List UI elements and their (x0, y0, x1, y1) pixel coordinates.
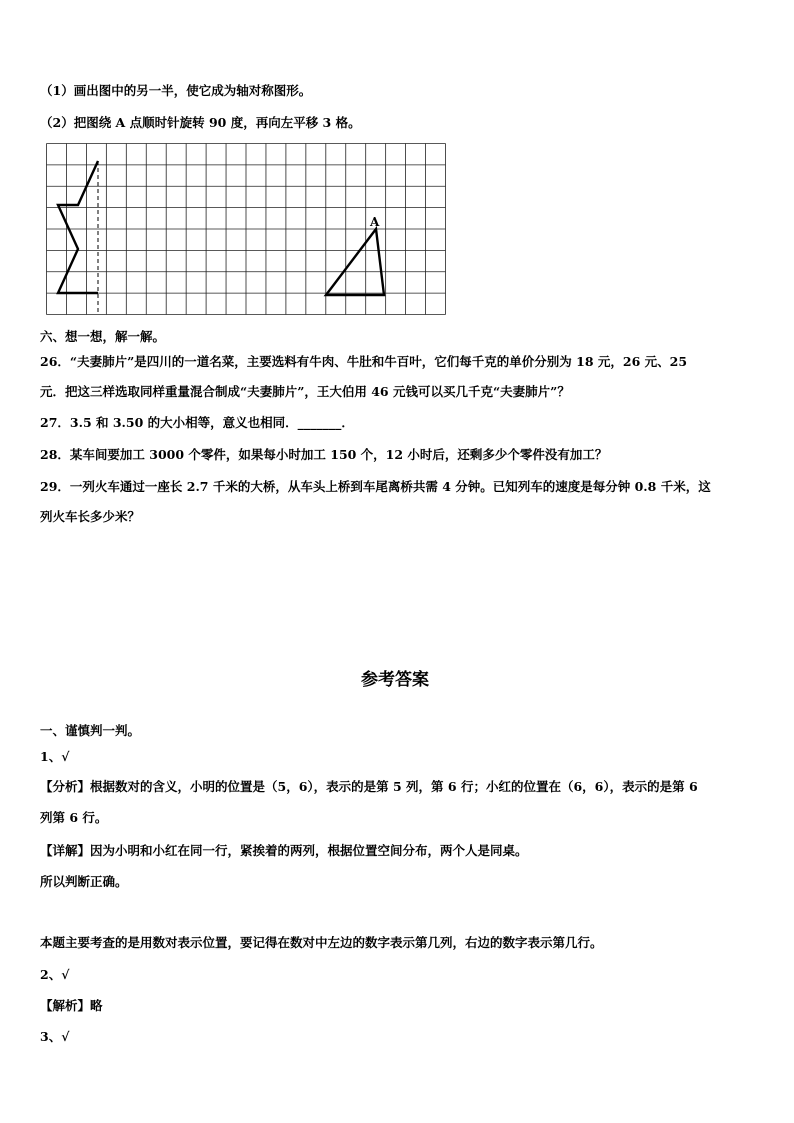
question-27: 27．3.5 和 3.50 的大小相等，意义也相同．_______． (40, 415, 354, 430)
answer-1-analysis-line-2: 列第 6 行。 (40, 810, 108, 825)
answer-1-analysis-line-1: 【分析】根据数对的含义，小明的位置是（5，6），表示的是第 5 列，第 6 行；小红的位置在（6，6），表示的是第 6 (40, 779, 698, 794)
question-29-line-2: 列火车长多少米？ (40, 509, 141, 524)
answer-2-explanation: 【解析】略 (40, 998, 103, 1013)
answers-title: 参考答案 (361, 670, 429, 690)
triangle-figure (326, 229, 384, 295)
answers-section-1: 一、谨慎判一判。 (40, 723, 141, 738)
instruction-2: （2）把图绕 A 点顺时针旋转 90 度，再向左平移 3 格。 (40, 115, 361, 130)
grid-figure (46, 143, 446, 315)
answer-1-detail: 【详解】因为小明和小红在同一行，紧挨着的两列，根据位置空间分布，两个人是同桌。 (40, 843, 528, 858)
half-figure (58, 161, 98, 293)
question-29-line-1: 29．一列火车通过一座长 2.7 千米的大桥，从车头上桥到车尾离桥共需 4 分钟。已知列车的速度是每分钟 0.8 千米，这 (40, 479, 711, 494)
question-28: 28．某车间要加工 3000 个零件，如果每小时加工 150 个，12 小时后，还剩多少个零件没有加工？ (40, 447, 608, 462)
answer-1: 1、√ (40, 749, 70, 764)
section-6-heading: 六、想一想，解一解。 (40, 329, 166, 344)
question-26-line-2: 元．把这三样选取同样重量混合制成“夫妻肺片”，王大伯用 46 元钱可以买几千克“夫妻肺片”？ (40, 384, 570, 399)
answer-1-conclusion: 所以判断正确。 (40, 874, 128, 889)
answer-1-note: 本题主要考查的是用数对表示位置，要记得在数对中左边的数字表示第几列，右边的数字表示第几行。 (40, 935, 603, 950)
instruction-1: （1）画出图中的另一半，使它成为轴对称图形。 (40, 83, 312, 98)
question-26-line-1: 26．“夫妻肺片”是四川的一道名菜，主要选料有牛肉、牛肚和牛百叶，它们每千克的单价分别为 18 元，26 元、25 (40, 354, 688, 369)
point-a-label: A (370, 215, 380, 229)
grid-lines (47, 144, 446, 315)
answer-3: 3、√ (40, 1029, 70, 1044)
answer-2: 2、√ (40, 967, 70, 982)
